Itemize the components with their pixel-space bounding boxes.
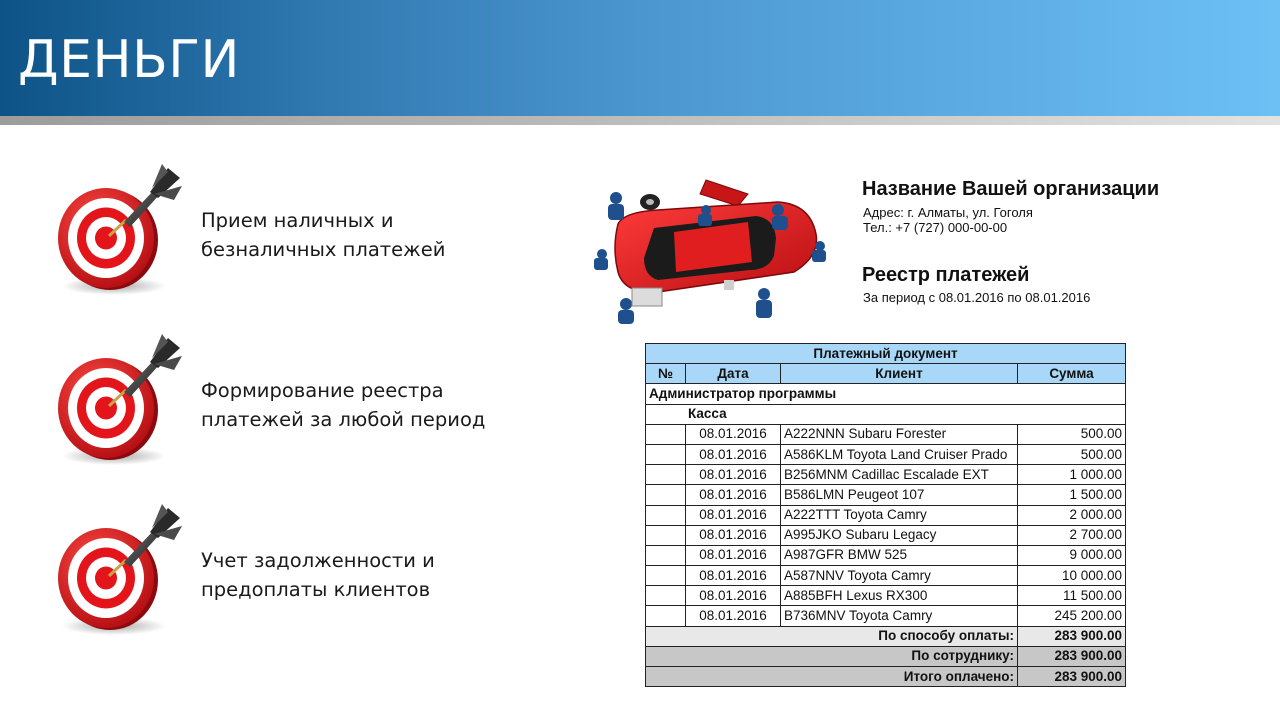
row-client-cell: A222NNN Subaru Forester <box>781 424 1018 444</box>
row-date-cell: 08.01.2016 <box>686 525 781 545</box>
table-row <box>646 485 1126 505</box>
car-service-illustration <box>588 176 838 330</box>
row-sum-cell: 1 000.00 <box>1018 465 1126 485</box>
feature-text-line: безналичных платежей <box>201 238 446 261</box>
table-row <box>646 566 1126 586</box>
feature-text-line: Формирование реестра <box>201 379 444 402</box>
row-number-cell <box>646 525 686 545</box>
column-header-number: № <box>646 364 686 384</box>
row-date-cell: 08.01.2016 <box>686 424 781 444</box>
row-client-cell: A987GFR BMW 525 <box>781 545 1018 565</box>
row-sum-cell: 1 500.00 <box>1018 485 1126 505</box>
row-sum-cell: 500.00 <box>1018 444 1126 464</box>
row-number-cell <box>646 505 686 525</box>
feature-item-payments <box>54 164 524 304</box>
row-number-cell <box>646 465 686 485</box>
row-sum-cell: 11 500.00 <box>1018 586 1126 606</box>
report-period: За период с 08.01.2016 по 08.01.2016 <box>863 290 1091 305</box>
row-date-cell: 08.01.2016 <box>686 606 781 626</box>
row-date-cell: 08.01.2016 <box>686 485 781 505</box>
feature-text-line: предоплаты клиентов <box>201 578 431 601</box>
row-number-cell <box>646 586 686 606</box>
employee-name: Администратор программы <box>646 384 1126 404</box>
total-row-grand <box>646 667 1126 687</box>
table-column-headers <box>646 364 1126 384</box>
table-row <box>646 545 1126 565</box>
slide-title: ДЕНЬГИ <box>18 30 240 90</box>
row-client-cell: A885BFH Lexus RX300 <box>781 586 1018 606</box>
total-row-employee <box>646 646 1126 666</box>
organization-name: Название Вашей организации <box>862 178 1160 200</box>
row-date-cell: 08.01.2016 <box>686 586 781 606</box>
row-client-cell: A587NNV Toyota Camry <box>781 566 1018 586</box>
row-sum-cell: 2 700.00 <box>1018 525 1126 545</box>
feature-item-debts <box>54 504 524 644</box>
feature-text <box>201 376 485 434</box>
feature-text-line: Учет задолженности и <box>201 549 435 572</box>
row-number-cell <box>646 606 686 626</box>
row-sum-cell: 9 000.00 <box>1018 545 1126 565</box>
row-sum-cell: 10 000.00 <box>1018 566 1126 586</box>
row-date-cell: 08.01.2016 <box>686 505 781 525</box>
total-value: 283 900.00 <box>1018 667 1126 687</box>
row-client-cell: B736MNV Toyota Camry <box>781 606 1018 626</box>
column-header-sum: Сумма <box>1018 364 1126 384</box>
table-row <box>646 505 1126 525</box>
table-row <box>646 606 1126 626</box>
total-label: По сотруднику: <box>646 646 1018 666</box>
dartboard-target-icon <box>54 334 189 474</box>
row-client-cell: A222TTT Toyota Camry <box>781 505 1018 525</box>
dartboard-target-icon <box>54 164 189 304</box>
total-value: 283 900.00 <box>1018 626 1126 646</box>
row-sum-cell: 2 000.00 <box>1018 505 1126 525</box>
total-value: 283 900.00 <box>1018 646 1126 666</box>
table-row <box>646 586 1126 606</box>
row-number-cell <box>646 424 686 444</box>
organization-phone: Тел.: +7 (727) 000-00-00 <box>863 220 1008 235</box>
table-row <box>646 465 1126 485</box>
row-sum-cell: 245 200.00 <box>1018 606 1126 626</box>
row-date-cell: 08.01.2016 <box>686 545 781 565</box>
row-date-cell: 08.01.2016 <box>686 465 781 485</box>
row-number-cell <box>646 485 686 505</box>
table-body <box>646 424 1126 626</box>
feature-text-line: Прием наличных и <box>201 209 394 232</box>
total-label: Итого оплачено: <box>646 667 1018 687</box>
feature-text <box>201 546 435 604</box>
group-header-cell: Платежный документ <box>646 344 1126 364</box>
table-row <box>646 444 1126 464</box>
dartboard-target-icon <box>54 504 189 644</box>
total-row-payment-method <box>646 626 1126 646</box>
payments-table <box>645 343 1126 687</box>
payment-method-name: Касса <box>646 404 1126 424</box>
row-number-cell <box>646 444 686 464</box>
employee-group-row <box>646 384 1126 404</box>
row-date-cell: 08.01.2016 <box>686 444 781 464</box>
feature-text <box>201 206 445 264</box>
row-client-cell: A586KLM Toyota Land Cruiser Prado <box>781 444 1018 464</box>
report-title: Реестр платежей <box>862 264 1030 286</box>
row-number-cell <box>646 545 686 565</box>
row-number-cell <box>646 566 686 586</box>
row-sum-cell: 500.00 <box>1018 424 1126 444</box>
row-client-cell: B586LMN Peugeot 107 <box>781 485 1018 505</box>
table-row <box>646 424 1126 444</box>
table-group-header <box>646 344 1126 364</box>
row-client-cell: A995JKO Subaru Legacy <box>781 525 1018 545</box>
column-header-client: Клиент <box>781 364 1018 384</box>
row-date-cell: 08.01.2016 <box>686 566 781 586</box>
header-divider <box>0 116 1280 125</box>
organization-address: Адрес: г. Алматы, ул. Гоголя <box>863 205 1033 220</box>
total-label: По способу оплаты: <box>646 626 1018 646</box>
payment-method-row <box>646 404 1126 424</box>
feature-item-registry <box>54 334 524 474</box>
row-client-cell: B256MNM Cadillac Escalade EXT <box>781 465 1018 485</box>
feature-text-line: платежей за любой период <box>201 408 486 431</box>
table-row <box>646 525 1126 545</box>
column-header-date: Дата <box>686 364 781 384</box>
